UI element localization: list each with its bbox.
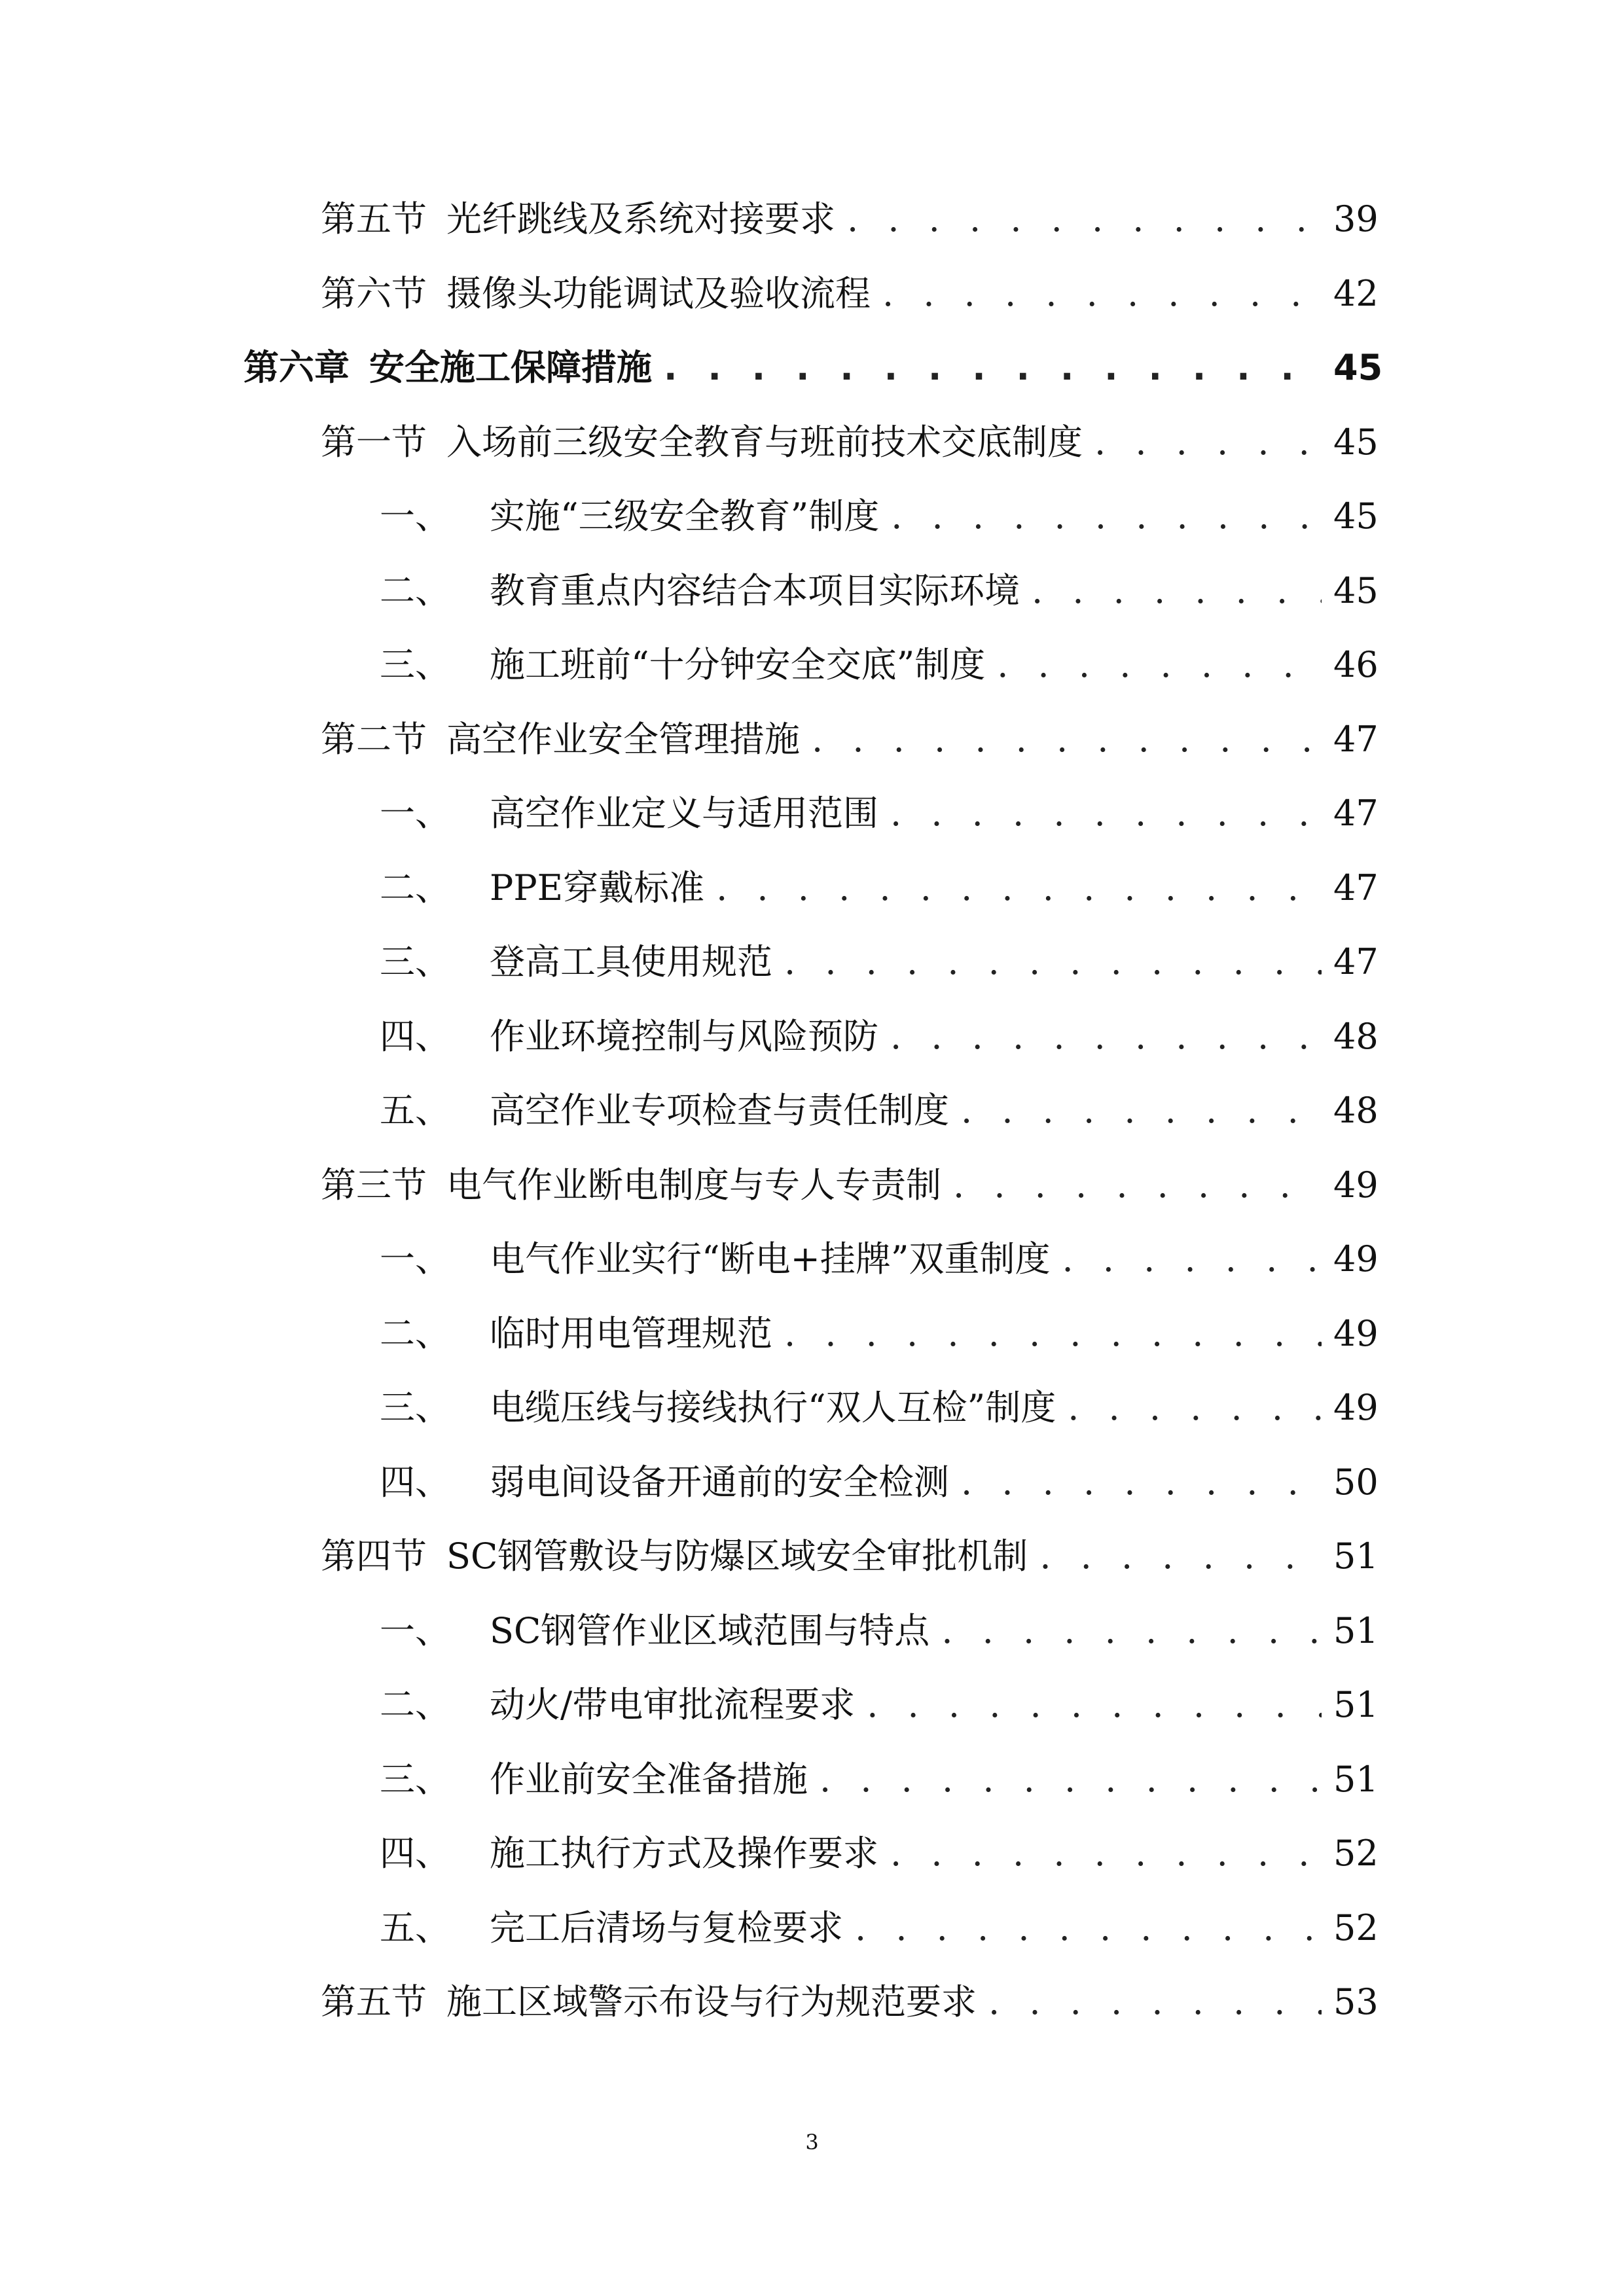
toc-entry-page-number: 47 [1333,718,1379,760]
toc-entry-number: 三、 [380,941,450,982]
toc-entry-item[interactable] [0,1230,1624,1289]
toc-entry-item[interactable] [0,487,1624,546]
toc-dot-leader [997,647,1322,683]
toc-entry-item[interactable] [0,784,1624,843]
toc-entry-page-number: 51 [1333,1684,1379,1725]
toc-entry-title: PPE穿戴标准 [490,867,705,908]
toc-entry-title: 高空作业安全管理措施 [446,718,800,760]
toc-entry-page-number: 46 [1333,644,1379,685]
toc-entry-item[interactable] [0,1081,1624,1140]
toc-dot-leader [1062,1242,1322,1277]
toc-entry-title: 高空作业定义与适用范围 [490,793,878,834]
toc-entry-title: 施工班前“十分钟安全交底”制度 [490,644,986,685]
toc-entry-number: 五、 [380,1907,450,1948]
toc-entry-item[interactable] [0,562,1624,620]
toc-entry-title: 光纤跳线及系统对接要求 [446,198,835,240]
toc-entry-title: 施工执行方式及操作要求 [490,1833,878,1874]
toc-dot-leader [812,722,1322,757]
toc-entry-section[interactable] [0,413,1624,472]
toc-entry-number: 第三节 [321,1164,427,1206]
toc-entry-title: SC钢管作业区域范围与特点 [490,1609,930,1651]
toc-entry-title: 完工后清场与复检要求 [490,1907,843,1948]
toc-entry-item[interactable] [0,933,1624,992]
toc-entry-section[interactable] [0,190,1624,249]
toc-dot-leader [961,1093,1322,1128]
toc-entry-number: 第六节 [321,272,427,314]
toc-entry-page-number: 45 [1333,347,1383,388]
toc-entry-title: 实施“三级安全教育”制度 [490,495,880,537]
toc-entry-number: 二、 [380,1312,450,1354]
page-number: 3 [805,2130,819,2155]
toc-entry-page-number: 49 [1333,1164,1379,1206]
toc-entry-item[interactable] [0,1453,1624,1512]
toc-dot-leader [1068,1390,1322,1426]
toc-entry-title: 电气作业实行“断电+挂牌”双重制度 [490,1238,1051,1280]
toc-dot-leader [784,1316,1322,1352]
toc-entry-item[interactable] [0,1899,1624,1958]
toc-entry-title: 动火/带电审批流程要求 [490,1684,856,1725]
toc-entry-number: 一、 [380,793,450,834]
toc-entry-title: 施工区域警示布设与行为规范要求 [446,1981,977,2022]
toc-dot-leader [961,1465,1322,1500]
toc-dot-leader [1032,573,1322,609]
toc-entry-page-number: 51 [1333,1609,1379,1651]
toc-entry-section[interactable] [0,1156,1624,1215]
toc-dot-leader [941,1613,1322,1649]
toc-entry-number: 四、 [380,1833,450,1874]
toc-entry-number: 三、 [380,644,450,685]
toc-entry-item[interactable] [0,1378,1624,1437]
toc-entry-number: 二、 [380,867,450,908]
toc-entry-page-number: 45 [1333,569,1379,611]
toc-entry-page-number: 51 [1333,1535,1379,1577]
toc-entry-title: 电缆压线与接线执行“双人互检”制度 [490,1387,1056,1428]
toc-entry-number: 二、 [380,569,450,611]
toc-entry-number: 第二节 [321,718,427,760]
toc-entry-page-number: 45 [1333,421,1379,463]
toc-entry-page-number: 48 [1333,1015,1379,1057]
toc-entry-title: 电气作业断电制度与专人专责制 [446,1164,941,1206]
toc-dot-leader [784,944,1322,980]
toc-entry-number: 二、 [380,1684,450,1725]
toc-entry-title: 登高工具使用规范 [490,941,772,982]
toc-entry-page-number: 52 [1333,1907,1379,1948]
toc-entry-page-number: 48 [1333,1090,1379,1131]
toc-entry-page-number: 52 [1333,1833,1379,1874]
toc-entry-number: 四、 [380,1015,450,1057]
toc-entry-item[interactable] [0,1007,1624,1066]
toc-entry-number: 一、 [380,1238,450,1280]
toc-entry-title: 作业前安全准备措施 [490,1758,808,1800]
toc-entry-number: 三、 [380,1758,450,1800]
toc-entry-item[interactable] [0,1602,1624,1660]
toc-dot-leader [890,1836,1322,1871]
toc-entry-number: 第六章 [244,347,350,388]
toc-entry-chapter[interactable] [0,338,1624,397]
toc-dot-leader [953,1168,1322,1203]
toc-entry-item[interactable] [0,636,1624,694]
toc-entry-number: 三、 [380,1387,450,1428]
toc-entry-title: 弱电间设备开通前的安全检测 [490,1461,949,1503]
toc-entry-item[interactable] [0,1824,1624,1883]
toc-entry-section[interactable] [0,710,1624,769]
toc-entry-number: 一、 [380,1609,450,1651]
toc-dot-leader [988,1984,1322,2020]
toc-dot-leader [664,350,1322,386]
toc-entry-page-number: 50 [1333,1461,1379,1503]
toc-entry-title: 摄像头功能调试及验收流程 [446,272,871,314]
toc-entry-section[interactable] [0,1973,1624,2032]
toc-entry-page-number: 47 [1333,941,1379,982]
toc-entry-item[interactable] [0,1304,1624,1363]
toc-entry-title: 安全施工保障措施 [369,347,652,388]
toc-entry-number: 一、 [380,495,450,537]
toc-entry-number: 第四节 [321,1535,427,1577]
toc-entry-section[interactable] [0,264,1624,323]
toc-entry-title: 教育重点内容结合本项目实际环境 [490,569,1020,611]
toc-entry-title: 作业环境控制与风险预防 [490,1015,878,1057]
toc-entry-page-number: 39 [1333,198,1379,240]
toc-dot-leader [716,870,1322,906]
toc-entry-number: 四、 [380,1461,450,1503]
toc-entry-page-number: 49 [1333,1238,1379,1280]
toc-dot-leader [891,499,1322,534]
toc-entry-item[interactable] [0,1676,1624,1734]
toc-entry-title: 高空作业专项检查与责任制度 [490,1090,949,1131]
toc-dot-leader [1039,1539,1322,1574]
toc-dot-leader [882,276,1322,312]
toc-dot-leader [867,1687,1322,1723]
toc-dot-leader [847,202,1322,237]
toc-entry-title: 入场前三级安全教育与班前技术交底制度 [446,421,1083,463]
toc-dot-leader [890,796,1322,831]
toc-entry-section[interactable] [0,1527,1624,1586]
toc-dot-leader [1094,425,1322,460]
toc-entry-page-number: 45 [1333,495,1379,537]
toc-entry-page-number: 53 [1333,1981,1379,2022]
toc-entry-number: 第五节 [321,198,427,240]
toc-entry-item[interactable] [0,1750,1624,1809]
toc-entry-page-number: 47 [1333,793,1379,834]
toc-entry-title: SC钢管敷设与防爆区域安全审批机制 [446,1535,1028,1577]
toc-entry-title: 临时用电管理规范 [490,1312,772,1354]
toc-entry-number: 五、 [380,1090,450,1131]
toc-dot-leader [855,1910,1322,1946]
toc-entry-page-number: 49 [1333,1387,1379,1428]
toc-entry-number: 第一节 [321,421,427,463]
toc-entry-page-number: 49 [1333,1312,1379,1354]
toc-entry-page-number: 42 [1333,272,1379,314]
toc-entry-page-number: 47 [1333,867,1379,908]
toc-entry-number: 第五节 [321,1981,427,2022]
toc-dot-leader [890,1019,1322,1054]
toc-dot-leader [820,1762,1322,1797]
toc-entry-page-number: 51 [1333,1758,1379,1800]
toc-entry-item[interactable] [0,859,1624,918]
